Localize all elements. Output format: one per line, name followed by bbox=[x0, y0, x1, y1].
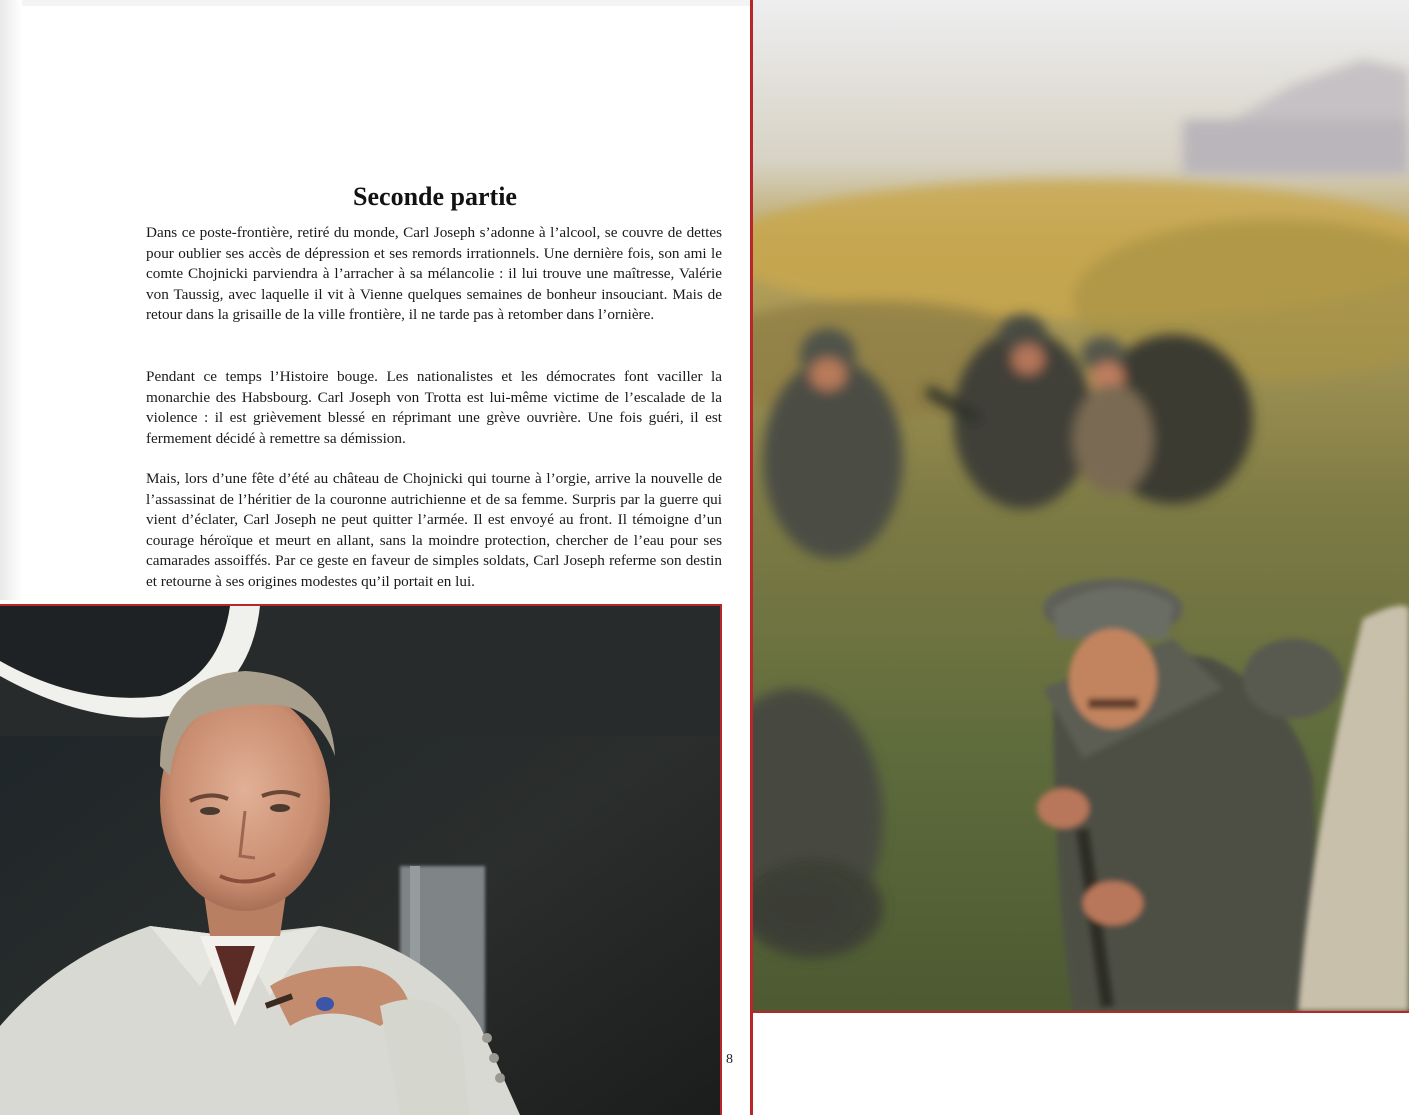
paragraph-2: Pendant ce temps l’Histoire bouge. Les nationalistes et les démocrates font vaciller la monarchie des Habsbourg. Carl Joseph von Trotta est lui-même victime de l’escalade de la violence : il est grièvement blessé en réprimant une grève ouvrière. Une fois guéri, il est fermement décidé à remettre sa démission. bbox=[146, 368, 722, 447]
section-title: Seconde partie bbox=[353, 182, 517, 212]
paragraph-1: Dans ce poste-frontière, retiré du monde, Carl Joseph s’adonne à l’alcool, se couvre de dettes pour oublier ses accès de dépression et ses remords irrationnels. Une dernière fois, son ami le comte Chojnicki parviendra à l’arracher à sa mélancolie : il lui trouve une maîtresse, Valérie von Taussig, avec laquelle il vit à Vienne quelques semaines de bonheur insouciant. Mais de retour dans la grisaille de la ville frontière, il ne tarde pas à retomber dans l’ornière. bbox=[146, 224, 722, 324]
soldiers-field-photo bbox=[753, 0, 1409, 1013]
page-number: 8 bbox=[726, 1052, 733, 1067]
page-fold-divider bbox=[750, 0, 753, 1115]
paragraph-3: Mais, lors d’une fête d’été au château de Chojnicki qui tourne à l’orgie, arrive la nouvelle de l’assassinat de l’héritier de la couronne autrichienne et de sa femme. Surpris par la guerre qui vient d’éclater, Carl Joseph ne peut quitter l’armée. Il est envoyé au front. Il témoigne d’un courage héroïque et meurt en allant, sans la moindre protection, chercher de l’eau pour ses camarades assoiffés. Par ce geste en faveur de simples soldats, Carl Joseph referme son destin et retourne à ses origines modestes qu’il portait en lui. bbox=[146, 470, 722, 590]
scan-edge-left bbox=[0, 0, 22, 600]
portrait-photo bbox=[0, 604, 722, 1115]
